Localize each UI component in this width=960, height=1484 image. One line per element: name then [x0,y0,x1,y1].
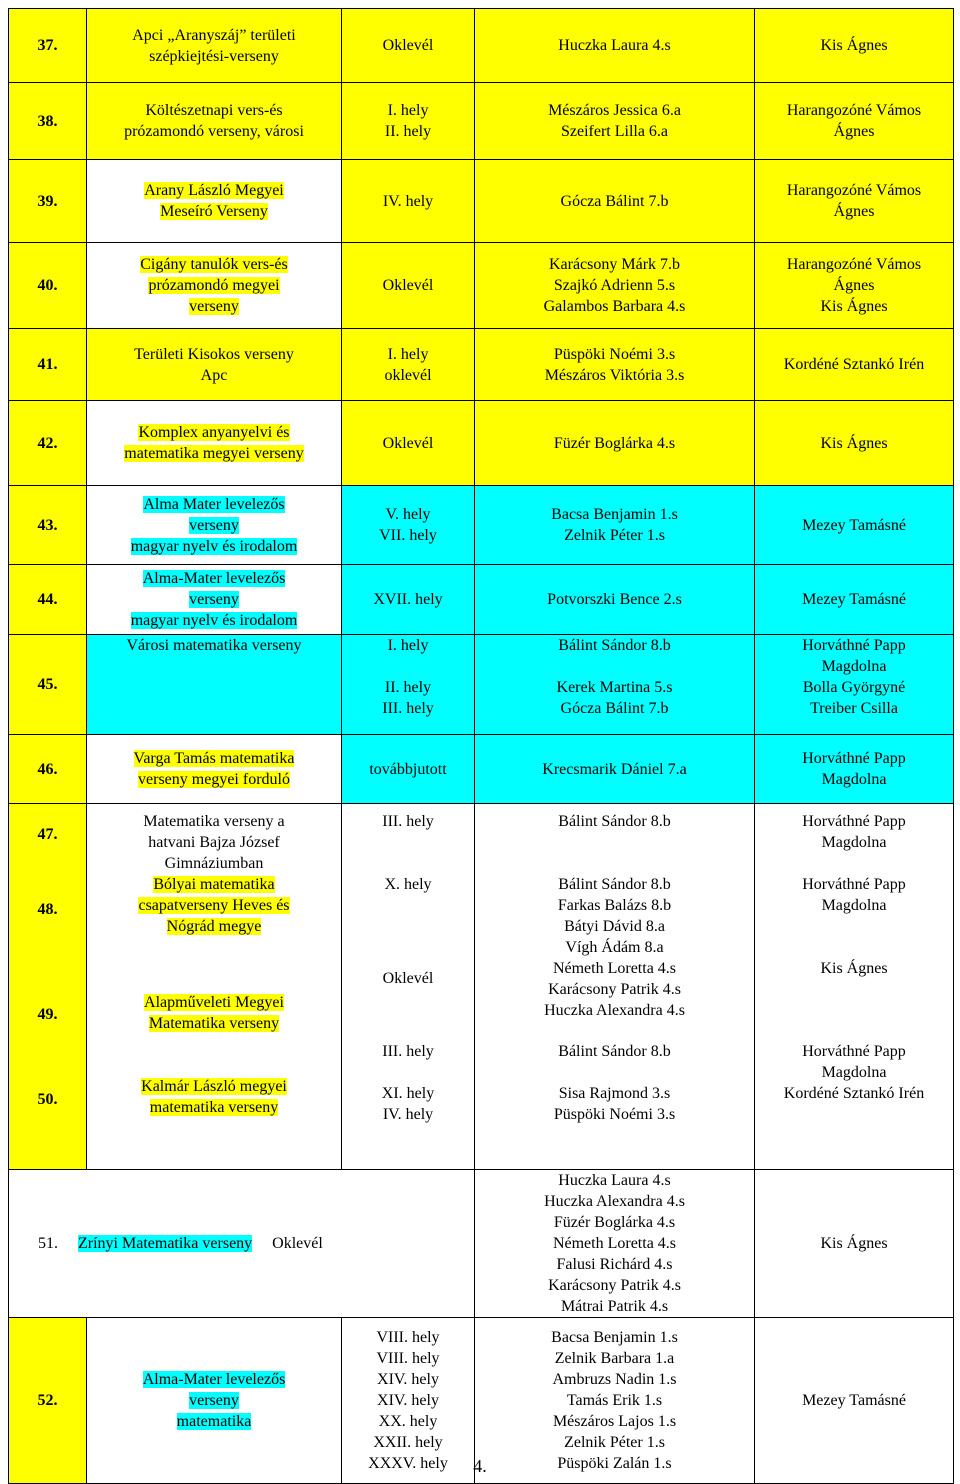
row51-main [9,1170,475,1318]
competition-cell: Területi Kisokos verseny Apc [87,329,342,401]
teacher-cell: Mezey Tamásné [755,1318,954,1484]
competition-cell: Alma Mater levelezős verseny magyar nyelv és irodalom [87,486,342,565]
competition-cell: Arany László Megyei Meseíró Verseny [87,160,342,243]
table-row [9,9,954,83]
competition-cell: Komplex anyanyelvi és matematika megyei verseny [87,401,342,486]
students-cell: Gócza Bálint 7.b [475,160,755,243]
teacher-cell: Kis Ágnes [755,1170,954,1318]
competition-cell: Varga Tamás matematika verseny megyei forduló [87,735,342,804]
competition-cell: Városi matematika verseny [87,635,342,735]
result-cell: XVII. hely [342,565,475,635]
row-number: 37. [9,9,87,83]
students-cell: Potvorszki Bence 2.s [475,565,755,635]
row-number: 41. [9,329,87,401]
result-text: Oklevél [272,1235,323,1252]
page-number: 4. [473,1456,487,1476]
students-block: Bálint Sándor 8.b Bálint Sándor 8.b Farkas Balázs 8.b Bátyi Dávid 8.a Vígh Ádám 8.a Németh Loretta 4.s Karácsony Patrik 4.s Huczka Alexandra 4.s Bálint Sándor 8.b Sisa Rajmond 3.s Püspöki Noémi 3.s [475,804,755,1170]
students-cell: Huczka Laura 4.s Huczka Alexandra 4.s Füzér Boglárka 4.s Németh Loretta 4.s Falusi Richárd 4.s Karácsony Patrik 4.s Mátrai Patrik 4.s [475,1170,755,1318]
teacher-cell: Harangozóné Vámos Ágnes [755,160,954,243]
row-number: 40. [9,243,87,329]
students-cell: Bálint Sándor 8.b Kerek Martina 5.s Gócza Bálint 7.b [475,635,755,735]
teacher-cell: Kis Ágnes [755,9,954,83]
competition-cell: Költészetnapi vers-és prózamondó verseny, városi [87,83,342,160]
table-row [9,565,954,635]
row-number: 47. [37,826,58,843]
row-number: 49. [37,1006,58,1023]
competition-results-table [8,8,954,1484]
row-number: 51. [38,1235,58,1252]
teacher-cell: Mezey Tamásné [755,565,954,635]
students-cell: Bacsa Benjamin 1.s Zelnik Barbara 1.a Ambruzs Nadin 1.s Tamás Erik 1.s Mészáros Lajos 1.s Zelnik Péter 1.s Püspöki Zalán 1.s [475,1318,755,1484]
table-row [9,401,954,486]
result-cell: I. hely II. hely III. hely [342,635,475,735]
teacher-cell: Harangozóné Vámos Ágnes [755,83,954,160]
teacher-cell: Kis Ágnes [755,401,954,486]
table-row [9,1170,954,1318]
competition-cell: Alma-Mater levelezős verseny magyar nyelv és irodalom [87,565,342,635]
row-number: 52. [9,1318,87,1484]
row-number: 39. [9,160,87,243]
row-number-block [9,804,87,1170]
teacher-cell: Horváthné Papp Magdolna [755,735,954,804]
students-cell: Mészáros Jessica 6.a Szeifert Lilla 6.a [475,83,755,160]
result-cell: Oklevél [342,9,475,83]
table-row [9,329,954,401]
row-number: 42. [9,401,87,486]
table-row [9,160,954,243]
result-cell: I. hely II. hely [342,83,475,160]
result-cell: V. hely VII. hely [342,486,475,565]
row-number: 48. [37,901,58,918]
result-cell: IV. hely [342,160,475,243]
teacher-cell: Mezey Tamásné [755,486,954,565]
teacher-cell: Horváthné Papp Magdolna Bolla Györgyné Treiber Csilla [755,635,954,735]
row-number: 38. [9,83,87,160]
teacher-cell: Kordéné Sztankó Irén [755,329,954,401]
competition-text: Alapműveleti Megyei Matematika verseny [144,994,284,1032]
table-row [9,735,954,804]
row-number: 45. [9,635,87,735]
students-cell: Krecsmarik Dániel 7.a [475,735,755,804]
students-cell: Püspöki Noémi 3.s Mészáros Viktória 3.s [475,329,755,401]
result-block: III. hely X. hely Oklevél III. hely XI. hely IV. hely [342,804,475,1170]
competition-block [87,804,342,1170]
competition-cell: Apci „Aranyszáj” területi szépkiejtési-verseny [87,9,342,83]
competition-cell: Alma-Mater levelezős verseny matematika [87,1318,342,1484]
competition-text: Zrínyi Matematika verseny [78,1235,253,1252]
competition-text: Kalmár László megyei matematika verseny [141,1078,287,1116]
students-cell: Bacsa Benjamin 1.s Zelnik Péter 1.s [475,486,755,565]
teacher-block: Horváthné Papp Magdolna Horváthné Papp Magdolna Kis Ágnes Horváthné Papp Magdolna Kordéné Sztankó Irén [755,804,954,1170]
table-row [9,243,954,329]
result-cell: Oklevél [342,243,475,329]
row-number: 46. [9,735,87,804]
competition-cell: Cigány tanulók vers-és prózamondó megyei verseny [87,243,342,329]
result-cell: továbbjutott [342,735,475,804]
table-row [9,635,954,735]
row-number: 43. [9,486,87,565]
row-number: 50. [37,1091,58,1108]
table-row [9,804,954,1170]
teacher-cell: Harangozóné Vámos Ágnes Kis Ágnes [755,243,954,329]
result-cell: I. hely oklevél [342,329,475,401]
competition-text: Bólyai matematika csapatverseny Heves és Nógrád megye [138,876,290,935]
students-cell: Karácsony Márk 7.b Szajkó Adrienn 5.s Galambos Barbara 4.s [475,243,755,329]
students-cell: Füzér Boglárka 4.s [475,401,755,486]
students-cell: Huczka Laura 4.s [475,9,755,83]
row-number: 44. [9,565,87,635]
result-cell: Oklevél [342,401,475,486]
competition-text: Matematika verseny a hatvani Bajza József Gimnáziumban [143,813,285,872]
table-row [9,486,954,565]
table-row [9,83,954,160]
result-cell: VIII. hely VIII. hely XIV. hely XIV. hely XX. hely XXII. hely XXXV. hely [342,1318,475,1484]
